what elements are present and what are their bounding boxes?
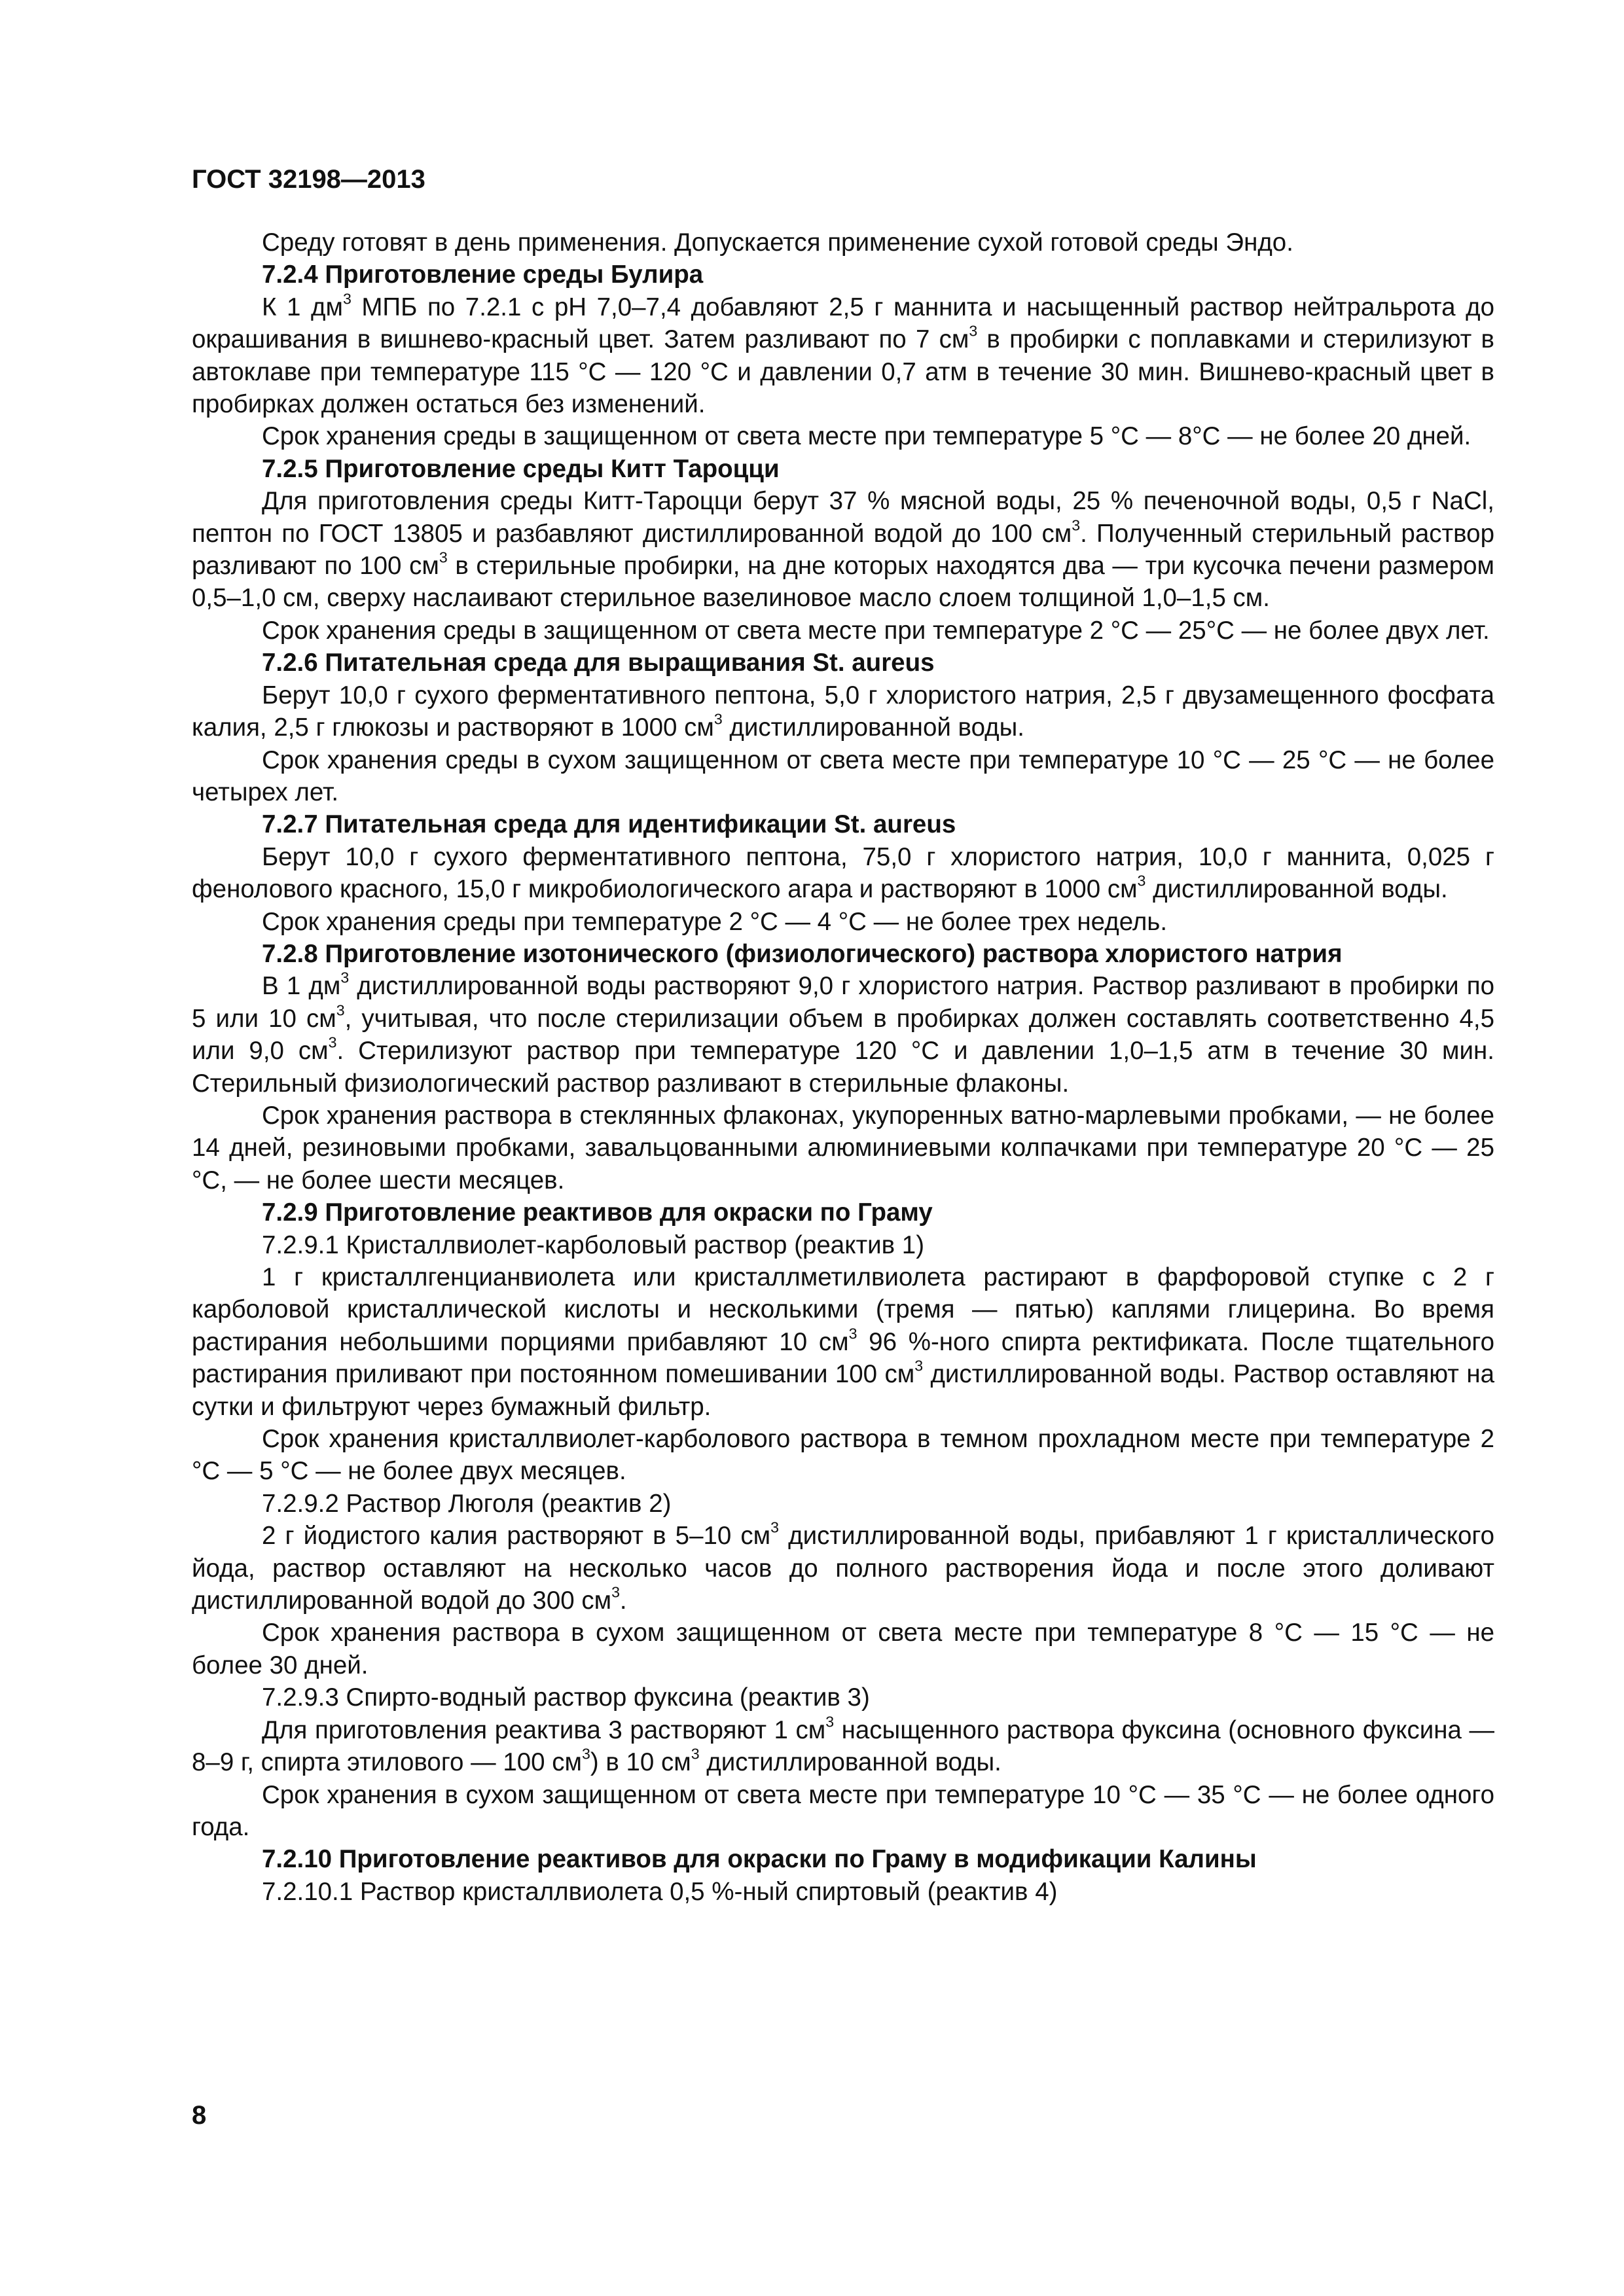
section-heading-7-2-10: 7.2.10 Приготовление реактивов для окраски по Граму в модификации Калины <box>262 1845 1257 1874</box>
paragraph: К 1 $дм^3$ МПБ по 7.2.1 с рН 7,0–7,4 добавляют 2,5 г маннита и насыщенный раствор нейтральрота до окрашивания в вишнево-красный цвет. Затем разливают по 7 $см^3$ в пробирки с поплавками и стерилизуют в автоклаве при температуре 115 °С — 120 °С и давлении 0,7 атм в течение 30 мин. Вишнево-красный цвет в пробирках должен остаться без изменений. <box>192 290 1494 419</box>
paragraph: Берут 10,0 г сухого ферментативного пептона, 75,0 г хлористого натрия, 10,0 г маннита, 0,025 г фенолового красного, 15,0 г микробиологического агара и растворяют в 1000 $см^3$ дистиллированной воды. <box>192 842 1494 904</box>
paragraph: Для приготовления среды Китт-Тароцци берут 37 % мясной воды, 25 % печеночной воды, 0,5 г NaCl, пептон по ГОСТ 13805 и разбавляют дистиллированной водой до 100 $см^3$. Полученный стерильный раствор разливают по 100 $см^3$ в стерильные пробирки, на дне которых находятся два — три кусочка печени размером 0,5–1,0 см, сверху наслаивают стерильное вазелиновое масло слоем толщиной 1,0–1,5 см. <box>192 487 1494 613</box>
document-body <box>192 226 1494 1908</box>
section-heading-7-2-4: 7.2.4 Приготовление среды Булира <box>262 260 704 289</box>
paragraph: Срок хранения раствора в сухом защищенном от света месте при температуре 8 °С — 15 °С — не более 30 дней. <box>192 1619 1494 1679</box>
section-heading-7-2-9: 7.2.9 Приготовление реактивов для окраски по Граму <box>262 1198 933 1227</box>
paragraph: Берут 10,0 г сухого ферментативного пептона, 5,0 г хлористого натрия, 2,5 г двузамещенного фосфата калия, 2,5 г глюкозы и растворяют в 1000 $см^3$ дистиллированной воды. <box>192 681 1494 742</box>
subsection-heading-7-2-10-1: 7.2.10.1 Раствор кристаллвиолета 0,5 %-ный спиртовый (реактив 4) <box>262 1877 1058 1906</box>
section-heading-7-2-7: 7.2.7 Питательная среда для идентификации St. aureus <box>262 810 956 839</box>
paragraph: 2 г йодистого калия растворяют в 5–10 $см^3$ дистиллированной воды, прибавляют 1 г кристаллического йода, раствор оставляют на несколько часов до полного растворения йода и после этого доливают дистиллированной водой до 300 $см^3$. <box>192 1518 1494 1615</box>
page-number: 8 <box>192 2101 207 2130</box>
subsection-heading-7-2-9-2: 7.2.9.2 Раствор Люголя (реактив 2) <box>262 1489 672 1518</box>
paragraph: Срок хранения раствора в стеклянных флаконах, укупоренных ватно-марлевыми пробками, — не более 14 дней, резиновыми пробками, завальцованными алюминиевыми колпачками при температуре 20 °С — 25 °С, — не более шести месяцев. <box>192 1101 1494 1194</box>
paragraph: Срок хранения среды в сухом защищенном от света месте при температуре 10 °С — 25 °С — не более четырех лет. <box>192 745 1494 806</box>
paragraph: Срок хранения среды при температуре 2 °С — 4 °С — не более трех недель. <box>262 907 1168 936</box>
subsection-heading-7-2-9-3: 7.2.9.3 Спирто-водный раствор фуксина (реактив 3) <box>262 1683 870 1712</box>
paragraph: В 1 $дм^3$ дистиллированной воды растворяют 9,0 г хлористого натрия. Раствор разливают в пробирки по 5 или 10 $см^3$, учитывая, что после стерилизации объем в пробирках должен составлять соответственно 4,5 или 9,0 $см^3$. Стерилизуют раствор при температуре 120 °С и давлении 1,0–1,5 атм в течение 30 мин. Стерильный физиологический раствор разливают в стерильные флаконы. <box>192 969 1495 1098</box>
page-header-standard: ГОСТ 32198—2013 <box>192 165 425 194</box>
section-heading-7-2-5: 7.2.5 Приготовление среды Китт Тароцци <box>262 454 780 483</box>
paragraph: 1 г кристаллгенцианвиолета или кристаллметилвиолета растирают в фарфоровой ступке с 2 г карболовой кристаллической кислоты и несколькими (тремя — пятью) каплями глицерина. Во время растирания небольшими порциями прибавляют 10 $см^3$ 96 %-ного спирта ректификата. После тщательного растирания приливают при постоянном помешивании 100 $см^3$ дистиллированной воды. Раствор оставляют на сутки и фильтруют через бумажный фильтр. <box>192 1263 1494 1421</box>
subsection-heading-7-2-9-1: 7.2.9.1 Кристаллвиолет-карболовый раствор (реактив 1) <box>262 1230 925 1259</box>
paragraph: Срок хранения в сухом защищенном от света месте при температуре 10 °С — 35 °С — не более одного года. <box>192 1780 1494 1841</box>
paragraph: Срок хранения среды в защищенном от света месте при температуре 5 °С — 8°С — не более 20 дней. <box>262 422 1471 451</box>
section-heading-7-2-6: 7.2.6 Питательная среда для выращивания St. aureus <box>262 649 935 677</box>
paragraph: Среду готовят в день применения. Допускается применение сухой готовой среды Эндо. <box>262 228 1293 257</box>
paragraph: Срок хранения кристаллвиолет-карболового раствора в темном прохладном месте при температуре 2 °С — 5 °С — не более двух месяцев. <box>192 1425 1494 1486</box>
paragraph: Для приготовления реактива 3 растворяют 1 $см^3$ насыщенного раствора фуксина (основного фуксина — 8–9 г, спирта этилового — 100 $см^3$) в 10 $см^3$ дистиллированной воды. <box>192 1713 1494 1777</box>
section-heading-7-2-8: 7.2.8 Приготовление изотонического (физиологического) раствора хлористого натрия <box>262 939 1343 968</box>
paragraph: Срок хранения среды в защищенном от света месте при температуре 2 °С — 25°С — не более двух лет. <box>262 616 1490 645</box>
